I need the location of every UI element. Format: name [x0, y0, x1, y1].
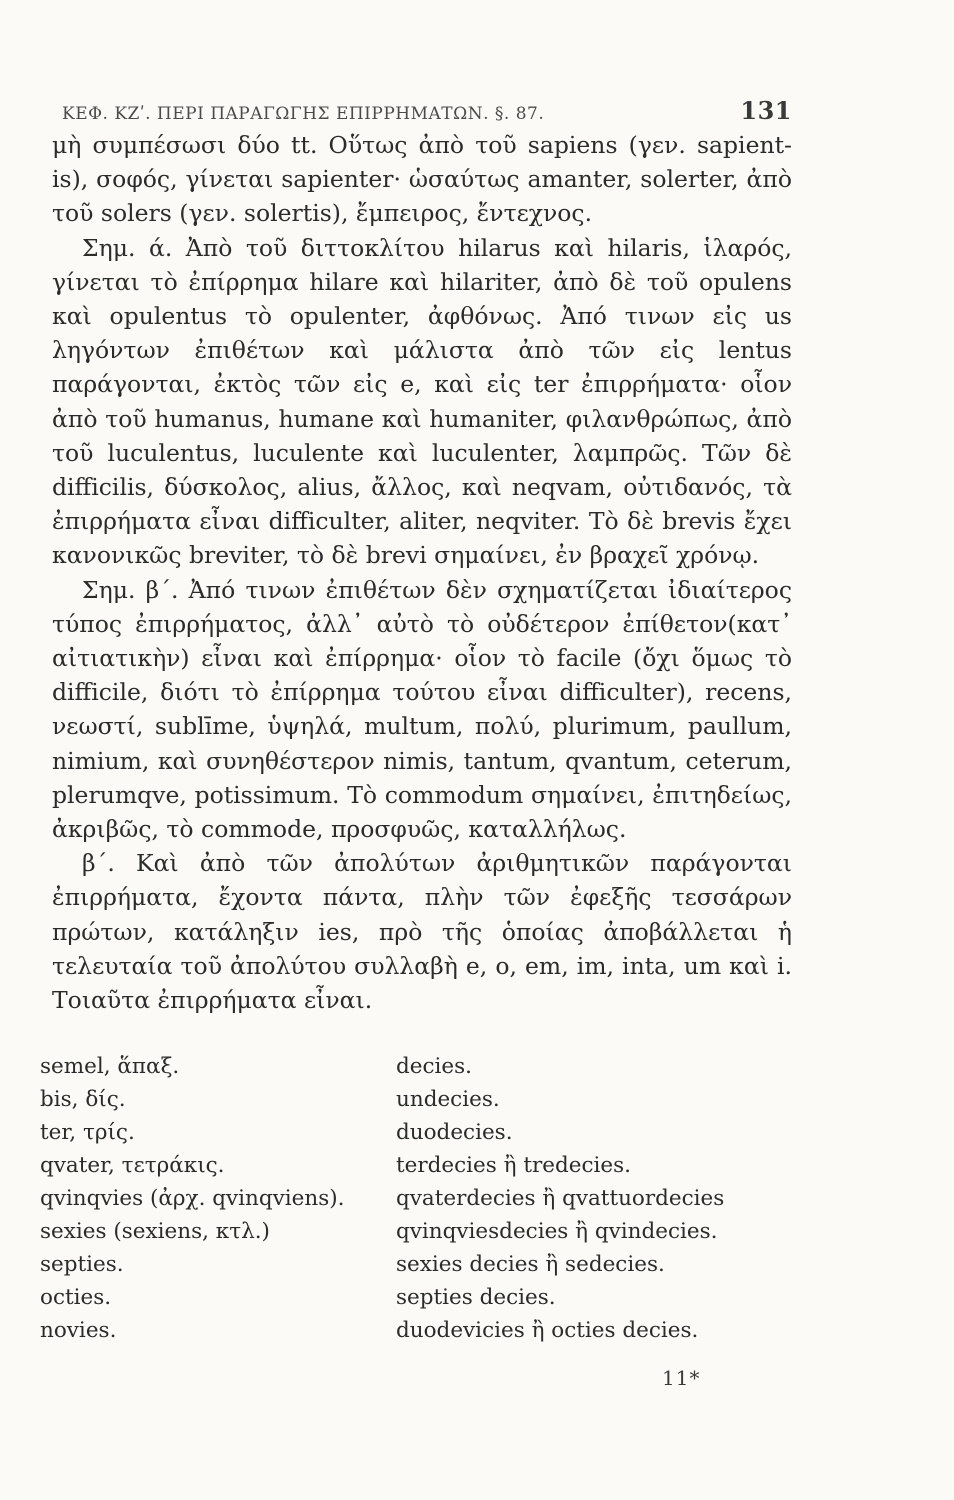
- paragraph: β΄. Καὶ ἀπὸ τῶν ἀπολύτων ἀριθμητικῶν παράγονται ἐπιρρήματα, ἔχοντα πάντα, πλὴν τῶν ἐφεξῆς τεσσάρων πρώτων, κατάληξιν ies, πρὸ τῆς ὁποίας ἀποβάλλεται ἡ τελευταία τοῦ ἀπολύτου συλλαβὴ e, o, em, im, inta, um καὶ i. Τοιαῦτα ἐπιρρήματα εἶναι.: [52, 849, 792, 1015]
- running-header: [62, 96, 792, 125]
- list-item: [40, 1083, 780, 1116]
- list-item-right: undecies.: [396, 1087, 500, 1112]
- list-item: [40, 1182, 780, 1215]
- list-item-left: septies.: [40, 1252, 124, 1277]
- paragraph: μὴ συμπέσωσι δύο tt. Οὕτως ἀπὸ τοῦ sapiens (γεν. sapient-is), σοφός, γίνεται sapienter· ὡσαύτως amanter, solerter, ἀπὸ τοῦ solers (γεν. solertis), ἔμπειρος, ἔντεχνος.: [52, 131, 792, 228]
- list-item-right: duodecies.: [396, 1120, 513, 1145]
- list-item-left: octies.: [40, 1285, 112, 1310]
- paragraph: Σημ. β΄. Ἀπό τινων ἐπιθέτων δὲν σχηματίζεται ἰδιαίτερος τύπος ἐπιρρήματος, ἀλλ᾽ αὐτὸ τὸ οὐδέτερον ἐπίθετον(κατ᾽ αἰτιατικὴν) εἶναι καὶ ἐπίρρημα· οἷον τὸ facile (ὄχι ὅμως τὸ difficile, διότι τὸ ἐπίρρημα τούτου εἶναι difficulter), recens, νεωστί, sublīme, ὑψηλά, multum, πολύ, plurimum, paullum, nimium, καὶ συνηθέστερον nimis, tantum, qvantum, ceterum, plerumqve, potissimum. Τὸ commodum σημαίνει, ἐπιτηδείως, ἀκριβῶς, τὸ commode, προσφυῶς, καταλλήλως.: [52, 575, 792, 844]
- list-item-left: bis, δίς.: [40, 1087, 126, 1112]
- list-item: [40, 1149, 780, 1182]
- list-item-left: semel, ἅπαξ.: [40, 1054, 180, 1079]
- list-item: [40, 1248, 780, 1281]
- list-item: [40, 1281, 780, 1314]
- list-item-right: septies decies.: [396, 1285, 556, 1310]
- list-item-right: terdecies ἢ tredecies.: [396, 1153, 631, 1178]
- list-item-right: qvinqviesdecies ἢ qvindecies.: [396, 1219, 718, 1244]
- main-text: [52, 128, 792, 1017]
- list-item-left: ter, τρίς.: [40, 1120, 135, 1145]
- list-item-right: qvaterdecies ἢ qvattuordecies: [396, 1186, 725, 1211]
- page-number: 131: [740, 96, 792, 125]
- numeral-adverbs-list: [40, 1050, 780, 1347]
- list-item-right: sexies decies ἢ sedecies.: [396, 1252, 665, 1277]
- running-header-title: ΚΕΦ. ΚΖʹ. ΠΕΡΙ ΠΑΡΑΓΩΓΗΣ ΕΠΙΡΡΗΜΑΤΩΝ. §. 87.: [62, 104, 545, 124]
- list-item-left: sexies (sexiens, κτλ.): [40, 1219, 270, 1244]
- list-item-right: decies.: [396, 1054, 472, 1079]
- list-item-left: qvater, τετράκις.: [40, 1153, 225, 1178]
- list-item: [40, 1050, 780, 1083]
- list-item-left: qvinqvies (ἀρχ. qvinqviens).: [40, 1186, 345, 1211]
- signature-mark: 11*: [662, 1366, 701, 1390]
- list-item: [40, 1314, 780, 1347]
- list-item-right: duodevicies ἢ octies decies.: [396, 1318, 699, 1343]
- list-item: [40, 1116, 780, 1149]
- paragraph: Σημ. ά. Ἀπὸ τοῦ διττοκλίτου hilarus καὶ hilaris, ἱλαρός, γίνεται τὸ ἐπίρρημα hilare καὶ hilariter, ἀπὸ δὲ τοῦ opulens καὶ opulentus τὸ opulenter, ἀφθόνως. Ἀπό τινων εἰς us ληγόντων ἐπιθέτων καὶ μάλιστα ἀπὸ τῶν εἰς lentus παράγονται, ἐκτὸς τῶν εἰς e, καὶ εἰς ter ἐπιρρήματα· οἷον ἀπὸ τοῦ humanus, humane καὶ humaniter, φιλανθρώπως, ἀπὸ τοῦ luculentus, luculente καὶ luculenter, λαμπρῶς. Τῶν δὲ difficilis, δύσκολος, alius, ἄλλος, καὶ neqvam, οὐτιδανός, τὰ ἐπιρρήματα εἶναι difficulter, aliter, neqviter. Τὸ δὲ brevis ἔχει κανονικῶς breviter, τὸ δὲ brevi σημαίνει, ἐν βραχεῖ χρόνῳ.: [52, 233, 792, 570]
- list-item-left: novies.: [40, 1318, 117, 1343]
- list-item: [40, 1215, 780, 1248]
